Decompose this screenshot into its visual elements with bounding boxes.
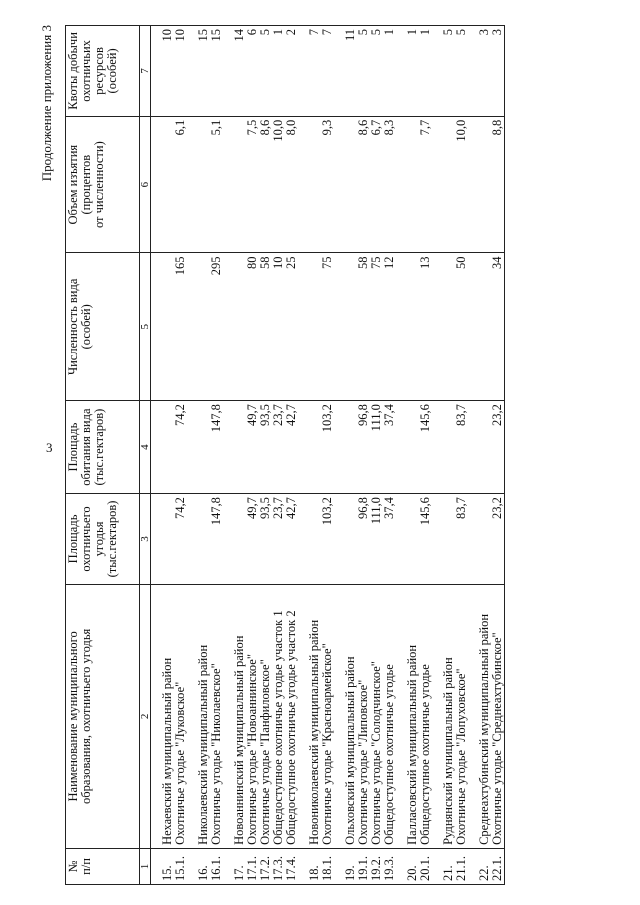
- withdrawal-percent: 10,0: [455, 116, 468, 253]
- population: [442, 253, 455, 401]
- population: 295: [210, 253, 223, 401]
- spacer-cell: [151, 253, 162, 401]
- header-line: №: [66, 860, 80, 873]
- quota: 6: [246, 26, 259, 117]
- hunting-area: 83,7: [455, 494, 468, 585]
- spacer-cell: [468, 401, 478, 494]
- header-line: Наименование муниципального: [66, 631, 80, 802]
- withdrawal-percent: 8,0: [285, 116, 298, 253]
- quota: 7: [308, 26, 321, 117]
- habitat-area: 74,2: [174, 401, 187, 494]
- header-line: Численность вида: [66, 278, 80, 376]
- area-name: Новониколаевский муниципальный район: [308, 584, 321, 848]
- column-number: 4: [140, 401, 151, 494]
- spacer-cell: [187, 253, 197, 401]
- spacer-cell: [396, 253, 406, 401]
- area-name: Николаевский муниципальный район: [197, 584, 210, 848]
- spacer-cell: [432, 116, 442, 253]
- quota: 10: [174, 26, 187, 117]
- spacer-cell: [432, 494, 442, 585]
- header-line: обитания вида: [79, 408, 93, 486]
- spacer-cell: [334, 401, 344, 494]
- area-name: Охотничье угодье "Красноармейское": [321, 584, 334, 848]
- area-name: Общедоступное охотничье угодье участок 1: [272, 584, 285, 848]
- hunting-area: 49,7: [246, 494, 259, 585]
- spacer-cell: [151, 116, 162, 253]
- row-number: 22.1.: [491, 848, 505, 884]
- row-number: 17.: [233, 848, 246, 884]
- quota: 5: [357, 26, 370, 117]
- hunting-area: 96,8: [357, 494, 370, 585]
- quota: 10: [161, 26, 174, 117]
- population: [197, 253, 210, 401]
- row-number: 15.1.: [174, 848, 187, 884]
- header-line: Площадь: [66, 514, 80, 564]
- spacer-cell: [334, 253, 344, 401]
- row-number: 20.: [406, 848, 419, 884]
- quota: 1: [419, 26, 432, 117]
- hunting-area: 23,7: [272, 494, 285, 585]
- table-row: [210, 26, 223, 885]
- spacer-cell: [334, 116, 344, 253]
- row-number: 21.: [442, 848, 455, 884]
- hunting-area: 147,8: [210, 494, 223, 585]
- header-cell: [66, 401, 140, 494]
- row-number: 17.1.: [246, 848, 259, 884]
- habitat-area: 23,2: [491, 401, 505, 494]
- spacer-cell: [298, 401, 308, 494]
- row-number: 17.2.: [259, 848, 272, 884]
- spacer-cell: [432, 401, 442, 494]
- header-line: п/п: [79, 858, 93, 875]
- spacer-cell: [187, 401, 197, 494]
- habitat-area: 103,2: [321, 401, 334, 494]
- withdrawal-percent: [478, 116, 491, 253]
- withdrawal-percent: [197, 116, 210, 253]
- header-line: (процентов: [79, 154, 93, 215]
- spacer-cell: [396, 401, 406, 494]
- area-name: Охотничье угодье "Среднеахтубинское": [491, 584, 505, 848]
- header-line: образования, охотничьего угодья: [79, 628, 93, 805]
- spacer-cell: [187, 116, 197, 253]
- quota: 1: [272, 26, 285, 117]
- hunting-area: 42,7: [285, 494, 298, 585]
- continuation-label: Продолжение приложения 3: [39, 25, 54, 182]
- row-number: 19.2.: [370, 848, 383, 884]
- hunting-area: 103,2: [321, 494, 334, 585]
- header-line: от численности): [92, 141, 106, 229]
- hunting-area: 37,4: [383, 494, 396, 585]
- population: 75: [321, 253, 334, 401]
- spacer-cell: [468, 116, 478, 253]
- habitat-area: 111,0: [370, 401, 383, 494]
- header-cell: [66, 26, 140, 117]
- withdrawal-percent: [344, 116, 357, 253]
- quota: 7: [321, 26, 334, 117]
- spacer-cell: [223, 494, 233, 585]
- column-number: 7: [140, 26, 151, 117]
- area-name: Охотничье угодье "Луковское": [174, 584, 187, 848]
- quota: 3: [478, 26, 491, 117]
- population: [161, 253, 174, 401]
- column-number: 2: [140, 584, 151, 848]
- area-name: Руднянский муниципальный район: [442, 584, 455, 848]
- spacer-cell: [151, 401, 162, 494]
- table-row: [491, 26, 505, 885]
- column-number: 5: [140, 253, 151, 401]
- withdrawal-percent: [308, 116, 321, 253]
- withdrawal-percent: 6,7: [370, 116, 383, 253]
- spacer-cell: [396, 494, 406, 585]
- row-number: 20.1.: [419, 848, 432, 884]
- withdrawal-percent: 8,8: [491, 116, 505, 253]
- header-cell: [66, 494, 140, 585]
- table-row: [285, 26, 298, 885]
- quota: 11: [344, 26, 357, 117]
- header-line: ресурсов: [92, 47, 106, 95]
- area-name: Охотничье угодье "Лопуховское": [455, 584, 468, 848]
- population: [406, 253, 419, 401]
- population: 165: [174, 253, 187, 401]
- header-line: (особей): [105, 48, 119, 94]
- spacer-cell: [468, 494, 478, 585]
- quota: 5: [455, 26, 468, 117]
- habitat-area: 93,5: [259, 401, 272, 494]
- population: 34: [491, 253, 505, 401]
- area-name: Охотничье угодье "Новоаннинское": [246, 584, 259, 848]
- column-number: 1: [140, 848, 151, 884]
- population: 75: [370, 253, 383, 401]
- hunting-area: 93,5: [259, 494, 272, 585]
- withdrawal-percent: 8,6: [357, 116, 370, 253]
- quota: 2: [285, 26, 298, 117]
- habitat-area: 96,8: [357, 401, 370, 494]
- page-number: 3: [46, 440, 53, 455]
- spacer-cell: [334, 494, 344, 585]
- spacer-cell: [298, 26, 308, 117]
- quota: 5: [259, 26, 272, 117]
- area-name: Общедоступное охотничье угодье: [419, 584, 432, 848]
- table-row: [419, 26, 432, 885]
- population: 10: [272, 253, 285, 401]
- header-line: Объем изъятия: [66, 144, 80, 225]
- withdrawal-percent: 8,6: [259, 116, 272, 253]
- header-row: [66, 26, 140, 885]
- spacer-cell: [151, 494, 162, 585]
- table-row: [455, 26, 468, 885]
- withdrawal-percent: 8,3: [383, 116, 396, 253]
- area-name: Охотничье угодье "Липовское": [357, 584, 370, 848]
- quota: 5: [370, 26, 383, 117]
- area-name: Общедоступное охотничье угодье: [383, 584, 396, 848]
- row-number: 19.1.: [357, 848, 370, 884]
- withdrawal-percent: 10,0: [272, 116, 285, 253]
- withdrawal-percent: [161, 116, 174, 253]
- table-row: [174, 26, 187, 885]
- spacer-cell: [468, 26, 478, 117]
- withdrawal-percent: 7,7: [419, 116, 432, 253]
- spacer-cell: [298, 253, 308, 401]
- column-number-row: [140, 26, 151, 885]
- table-body: [151, 26, 505, 885]
- area-name: Ольховский муниципальный район: [344, 584, 357, 848]
- header-line: охотничьего: [79, 506, 93, 572]
- row-number: 22.: [478, 848, 491, 884]
- area-name: Среднеахтубинский муниципальный район: [478, 584, 491, 848]
- habitat-area: 147,8: [210, 401, 223, 494]
- row-number: 17.3.: [272, 848, 285, 884]
- population: 58: [357, 253, 370, 401]
- header-line: Площадь: [66, 422, 80, 472]
- population: 13: [419, 253, 432, 401]
- quota: 5: [442, 26, 455, 117]
- header-line: (тыс.гектаров): [105, 500, 119, 578]
- table-row: [321, 26, 334, 885]
- rotated-page: [39, 25, 640, 885]
- habitat-area: 42,7: [285, 401, 298, 494]
- quota: 1: [406, 26, 419, 117]
- header-cell: [66, 584, 140, 848]
- withdrawal-percent: [233, 116, 246, 253]
- population: [233, 253, 246, 401]
- population: [478, 253, 491, 401]
- habitat-area: 83,7: [455, 401, 468, 494]
- spacer-cell: [468, 253, 478, 401]
- population: 25: [285, 253, 298, 401]
- area-name: Общедоступное охотничье угодье участок 2: [285, 584, 298, 848]
- header-cell: [66, 116, 140, 253]
- spacer-cell: [432, 253, 442, 401]
- spacer-cell: [223, 253, 233, 401]
- row-number: 18.: [308, 848, 321, 884]
- quota: 15: [197, 26, 210, 117]
- spacer-cell: [223, 401, 233, 494]
- row-number: 21.1.: [455, 848, 468, 884]
- spacer-cell: [223, 116, 233, 253]
- hunting-area: 145,6: [419, 494, 432, 585]
- population: 80: [246, 253, 259, 401]
- spacer-cell: [298, 116, 308, 253]
- area-name: Нехаевский муниципальный район: [161, 584, 174, 848]
- header-line: (особей): [79, 304, 93, 350]
- header-cell: [66, 253, 140, 401]
- area-name: Охотничье угодье "Солодчинское": [370, 584, 383, 848]
- population: 12: [383, 253, 396, 401]
- spacer-cell: [396, 116, 406, 253]
- habitat-area: 145,6: [419, 401, 432, 494]
- quota-table: [65, 25, 505, 885]
- row-number: 18.1.: [321, 848, 334, 884]
- population: 58: [259, 253, 272, 401]
- spacer-cell: [187, 494, 197, 585]
- column-number: 6: [140, 116, 151, 253]
- hunting-area: 23,2: [491, 494, 505, 585]
- header-line: Квоты добычи: [66, 32, 80, 110]
- area-name: Охотничье угодье "Панфиловское": [259, 584, 272, 848]
- quota: 3: [491, 26, 505, 117]
- row-number: 16.1.: [210, 848, 223, 884]
- quota: 14: [233, 26, 246, 117]
- row-number: 16.: [197, 848, 210, 884]
- spacer-cell: [432, 26, 442, 117]
- area-name: Новоаннинский муниципальный район: [233, 584, 246, 848]
- row-number: 19.: [344, 848, 357, 884]
- row-number: 19.3.: [383, 848, 396, 884]
- habitat-area: 23,7: [272, 401, 285, 494]
- row-number: 15.: [161, 848, 174, 884]
- hunting-area: 74,2: [174, 494, 187, 585]
- column-number: 3: [140, 494, 151, 585]
- hunting-area: 111,0: [370, 494, 383, 585]
- population: 50: [455, 253, 468, 401]
- population: [308, 253, 321, 401]
- habitat-area: 49,7: [246, 401, 259, 494]
- header-line: угодья: [92, 521, 106, 557]
- row-number: 17.4.: [285, 848, 298, 884]
- habitat-area: 37,4: [383, 401, 396, 494]
- header-line: (тыс.гектаров): [92, 408, 106, 486]
- area-name: Палласовский муниципальный район: [406, 584, 419, 848]
- spacer-cell: [396, 26, 406, 117]
- withdrawal-percent: [406, 116, 419, 253]
- withdrawal-percent: 7,5: [246, 116, 259, 253]
- withdrawal-percent: 5,1: [210, 116, 223, 253]
- withdrawal-percent: 9,3: [321, 116, 334, 253]
- withdrawal-percent: 6,1: [174, 116, 187, 253]
- quota: 15: [210, 26, 223, 117]
- area-name: Охотничье угодье "Николаевское": [210, 584, 223, 848]
- population: [344, 253, 357, 401]
- header-line: охотничьих: [79, 40, 93, 102]
- quota: 1: [383, 26, 396, 117]
- header-cell: [66, 848, 140, 884]
- spacer-cell: [298, 494, 308, 585]
- table-row: [383, 26, 396, 885]
